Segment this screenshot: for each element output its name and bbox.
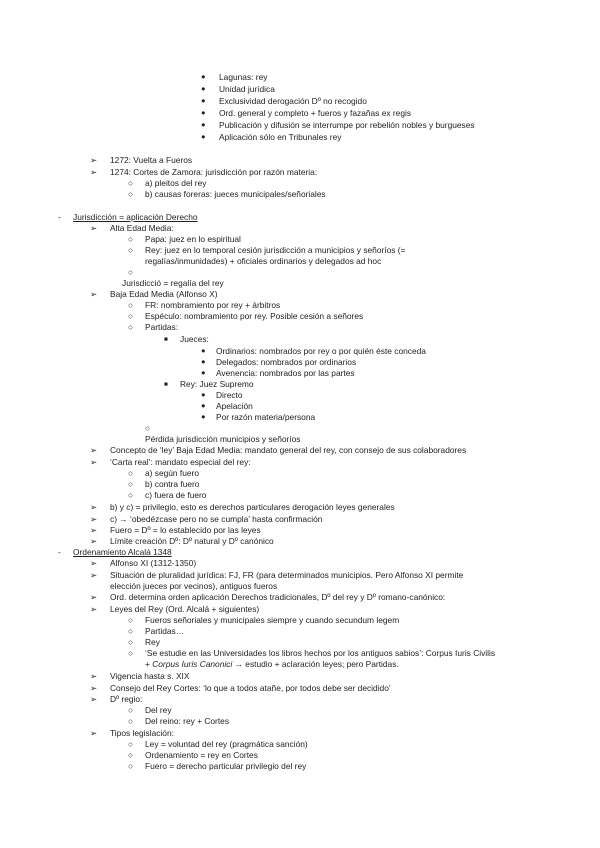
text-line: Fuero = Dº = lo establecido por las leyes xyxy=(110,525,261,535)
text-line: c) → ‘obedézcase pero no se cumpla’ hasta confirmación xyxy=(110,514,323,524)
bullet-marker: ➢ xyxy=(90,223,98,233)
text-line: Ord. general y completo + fueros y fazañas ex regis xyxy=(219,108,412,118)
text-line: b) contra fuero xyxy=(145,479,200,489)
text-line: Concepto de ‘ley’ Baja Edad Media: mandato general del rey, con consejo de sus colaboradores xyxy=(110,445,467,455)
text-line: 1272: Vuelta a Fueros xyxy=(110,155,193,165)
text-line: Alfonso XI (1312-1350) xyxy=(110,558,197,568)
text-line: Exclusividad derogación Dº no recogido xyxy=(219,96,367,106)
bullet-marker: ● xyxy=(201,412,206,421)
bullet-marker: ■ xyxy=(164,381,168,388)
text-line: Jueces: xyxy=(180,334,209,344)
bullet-marker: ○ xyxy=(128,716,134,726)
bullet-marker: ● xyxy=(201,346,206,355)
text-line: Leyes del Rey (Ord. Alcalá + siguientes) xyxy=(110,604,260,614)
bullet-marker: ○ xyxy=(128,615,134,625)
bullet-marker: ➢ xyxy=(90,502,98,512)
text-line: Papa: juez en lo espiritual xyxy=(145,234,241,244)
bullet-marker: ➢ xyxy=(90,728,98,738)
bullet-marker: ○ xyxy=(128,234,134,244)
bullet-marker: ○ xyxy=(128,468,134,478)
bullet-marker: ○ xyxy=(128,479,134,489)
bullet-marker: ○ xyxy=(128,311,134,321)
text-line: Del reino: rey + Cortes xyxy=(145,716,230,726)
bullet-marker: ➢ xyxy=(90,525,98,535)
text-line: Del rey xyxy=(145,705,172,715)
section-heading: Jurisdicción = aplicación Derecho xyxy=(73,212,198,222)
bullet-marker: ● xyxy=(201,368,206,377)
text-line: ‘Carta real’: mandato especial del rey: xyxy=(110,457,251,467)
bullet-marker: ○ xyxy=(128,322,134,332)
text-line: Rey xyxy=(145,637,160,647)
text-line: b) y c) = privilegio, esto es derechos particulares derogación leyes generales xyxy=(110,502,395,512)
bullet-marker: ➢ xyxy=(90,592,98,602)
text-line: regalías/inmunidades) + oficiales ordinarios y delegados ad hoc xyxy=(145,256,382,266)
text-line: Ley = voluntad del rey (pragmática sanción) xyxy=(145,739,308,749)
text-line: elección jueces por vecinos), antiguos fueros xyxy=(110,581,278,591)
text-line: Lagunas: rey xyxy=(219,72,268,82)
bullet-marker: ➢ xyxy=(90,445,98,455)
bullet-marker: ➢ xyxy=(90,457,98,467)
bullet-marker: ○ xyxy=(128,178,134,188)
bullet-marker: - xyxy=(58,547,61,557)
text-line: Apelación xyxy=(216,401,253,411)
bullet-marker: ○ xyxy=(128,750,134,760)
bullet-marker: ○ xyxy=(128,490,134,500)
bullet-marker: ■ xyxy=(164,336,168,343)
bullet-marker: ● xyxy=(201,96,206,105)
bullet-marker: ➢ xyxy=(90,694,98,704)
text-line: Unidad jurídica xyxy=(219,84,275,94)
text-line: Partidas… xyxy=(145,626,185,636)
text-line: c) fuera de fuero xyxy=(145,490,207,500)
text-line: Avenencia: nombrados por las partes xyxy=(216,368,355,378)
text-line: Espéculo: nombramiento por rey. Posible cesión a señores xyxy=(145,311,364,321)
text-line: Tipos legislación: xyxy=(110,728,174,738)
bullet-marker: ● xyxy=(201,401,206,410)
text-line: Delegados: nombrados por ordinarios xyxy=(216,357,357,367)
text-line: Aplicación sólo en Tribunales rey xyxy=(219,132,342,142)
bullet-marker: ○ xyxy=(128,648,134,658)
bullet-marker: ○ xyxy=(128,705,134,715)
bullet-marker: ○ xyxy=(128,267,134,277)
bullet-marker: ➢ xyxy=(90,671,98,681)
text-line: Rey: juez en lo temporal cesión jurisdicción a municipios y señoríos (= xyxy=(145,245,406,255)
bullet-marker: ● xyxy=(201,357,206,366)
bullet-marker: ➢ xyxy=(90,558,98,568)
text-line: Dº regio: xyxy=(110,694,143,704)
text-line: Consejo del Rey Cortes: ‘lo que a todos atañe, por todos debe ser decidido’ xyxy=(110,683,391,693)
bullet-marker: ➢ xyxy=(90,683,98,693)
text-line: Rey: Juez Supremo xyxy=(180,379,254,389)
text-line: Fueros señoriales y municipales siempre y cuando secundum legem xyxy=(145,615,400,625)
bullet-marker: - xyxy=(58,212,61,222)
text-line: + Corpus Iuris Canonici → estudio + aclaración leyes; pero Partidas. xyxy=(145,659,399,669)
text-line: Por razón materia/persona xyxy=(216,412,316,422)
bullet-marker: ➢ xyxy=(90,514,98,524)
bullet-marker: ➢ xyxy=(90,289,98,299)
text-line: Ordinarios: nombrados por rey o por quién éste conceda xyxy=(216,346,426,356)
bullet-marker: ➢ xyxy=(90,604,98,614)
bullet-marker: ● xyxy=(201,120,206,129)
text-line: Jurisdicció = regalía del rey xyxy=(122,278,224,288)
bullet-marker: ● xyxy=(201,390,206,399)
text-line: FR: nombramiento por rey + árbitros xyxy=(145,300,281,310)
text-line: Alta Edad Media: xyxy=(110,223,174,233)
bullet-marker: ○ xyxy=(128,189,134,199)
bullet-marker: ○ xyxy=(128,300,134,310)
bullet-marker: ○ xyxy=(128,761,134,771)
text-line: Partidas: xyxy=(145,322,179,332)
bullet-marker: ○ xyxy=(145,423,151,433)
bullet-marker: ○ xyxy=(128,739,134,749)
bullet-marker: ● xyxy=(201,84,206,93)
text-line: Publicación y difusión se interrumpe por rebelión nobles y burgueses xyxy=(219,120,475,130)
bullet-marker: ● xyxy=(201,108,206,117)
text-line: Pérdida jurisdicción municipios y señoríos xyxy=(145,434,301,444)
text-line: ‘Se estudie en las Universidades los libros hechos por los antiguos sabios’: Corpus Iuris Civilis xyxy=(145,648,496,658)
section-heading: Ordenamiento Alcalá 1348 xyxy=(73,547,172,557)
text-line: 1274: Cortes de Zamora: jurisdicción por razón materia: xyxy=(110,167,318,177)
bullet-marker: ➢ xyxy=(90,155,98,165)
text-line: Fuero = derecho particular privilegio del rey xyxy=(145,761,307,771)
text-line: Ordenamiento = rey en Cortes xyxy=(145,750,258,760)
text-line: Directo xyxy=(216,390,243,400)
bullet-marker: ➢ xyxy=(90,167,98,177)
text-line: a) según fuero xyxy=(145,468,200,478)
text-line: b) causas foreras: jueces municipales/señoriales xyxy=(145,189,326,199)
bullet-marker: ● xyxy=(201,72,206,81)
text-line: a) pleitos del rey xyxy=(145,178,207,188)
text-line: Situación de pluralidad jurídica: FJ, FR (para determinados municipios. Pero Alfonso XI permite xyxy=(110,570,464,580)
text-line: Baja Edad Media (Alfonso X) xyxy=(110,289,218,299)
bullet-marker: ○ xyxy=(128,245,134,255)
bullet-marker: ➢ xyxy=(90,536,98,546)
bullet-marker: ○ xyxy=(128,626,134,636)
bullet-marker: ○ xyxy=(128,637,134,647)
text-line: Límite creación Dº: Dº natural y Dº canónico xyxy=(110,536,274,546)
bullet-marker: ● xyxy=(201,132,206,141)
bullet-marker: ➢ xyxy=(90,570,98,580)
text-line: Ord. determina orden aplicación Derechos tradicionales, Dº del rey y Dº romano-canónico: xyxy=(110,592,446,602)
text-line: Vigencia hasta s. XIX xyxy=(110,671,190,681)
